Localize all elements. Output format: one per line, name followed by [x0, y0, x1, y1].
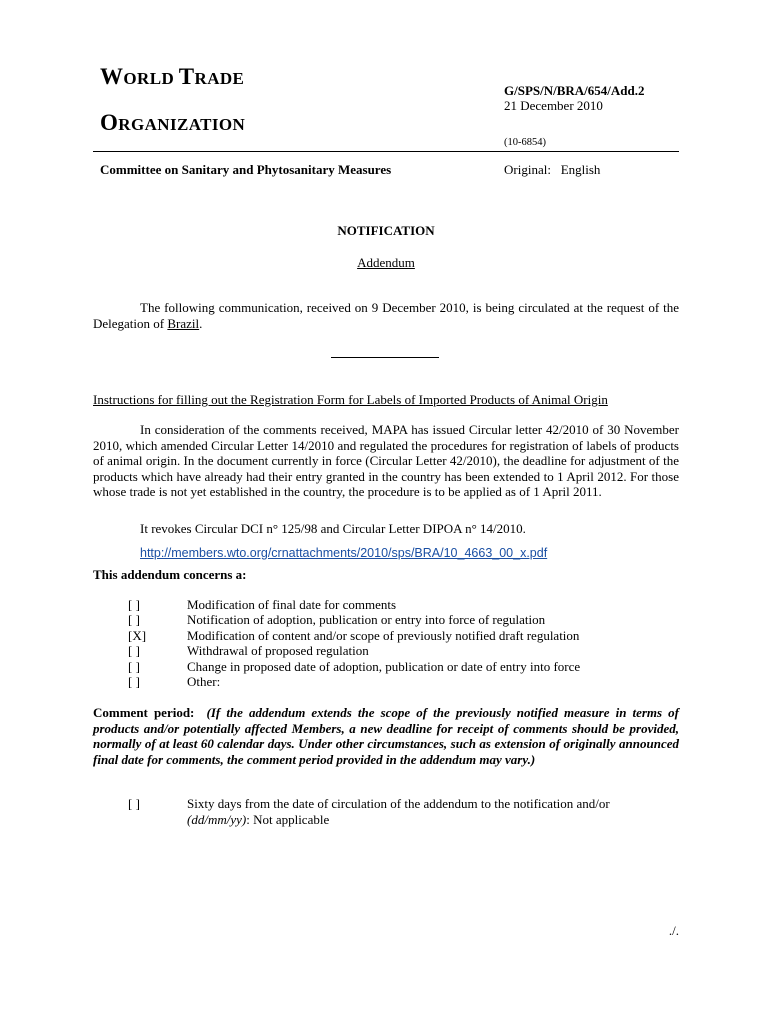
instructions-heading [93, 392, 608, 408]
comment-option-value: : Not applicable [246, 811, 330, 827]
comment-period-text: (If the addendum extends the scope of the previously notified measure in terms of products and/or potentially affected Members, a new deadline for receipt of comments should be provided, normally of at least 60 calendar days. Under other circumstances, such as extension of originally announced final date for comments, the comment period provided in the addendum may vary.) [93, 705, 679, 767]
original-value: English [560, 162, 601, 177]
addendum-label: Addendum [357, 255, 415, 270]
intro-country: Brazil [167, 315, 200, 331]
header-rule [93, 151, 679, 152]
organization-name-line1 [100, 64, 244, 90]
org-text-rganization: RGANIZATION [118, 115, 246, 134]
addendum-subtitle [93, 255, 679, 271]
continued-marker: ./. [668, 923, 679, 938]
document-number: (10-6854) [504, 137, 546, 148]
concern-checkbox[interactable]: [ ] [128, 612, 140, 627]
instructions-heading-text: Instructions for filling out the Registration Form for Labels of Imported Products of Animal Origin [93, 392, 608, 407]
original-label: Original: [504, 162, 551, 177]
body-paragraph-1: In consideration of the comments received, MAPA has issued Circular letter 42/2010 of 30 November 2010, which amended Circular Letter 14/2010 and regulated the procedures for registration of labels of products of animal origin. In the document currently in force (Circular Letter 42/2010), the deadline for adjustment of the products which have already had their entry granted in the country has been extended to 1 April 2012. For those whose trade is not yet established in the country, the procedure is to be applied as of 1 April 2011. [93, 422, 679, 499]
concern-label: Modification of final date for comments [187, 597, 397, 612]
org-initial-w: W [100, 64, 124, 89]
concern-checkbox-checked[interactable]: [X] [128, 628, 147, 643]
org-initial-o: O [100, 110, 119, 135]
comment-period-label: Comment period: [93, 705, 195, 720]
concern-label: Withdrawal of proposed regulation [187, 643, 369, 658]
comment-period-paragraph [93, 705, 679, 767]
attachment-link-wrapper [140, 545, 547, 561]
org-text-rade: RADE [194, 69, 245, 88]
original-language [504, 162, 600, 178]
intro-end: . [199, 315, 203, 331]
comment-option-date-format: (dd/mm/yy) [187, 811, 247, 827]
comment-option-checkbox[interactable]: [ ] [128, 796, 140, 811]
document-symbol: G/SPS/N/BRA/654/Add.2 [504, 83, 645, 98]
document-date: 21 December 2010 [504, 98, 603, 113]
comment-option-main: Sixty days from the date of circulation of the addendum to the notification and/or [187, 796, 610, 811]
concern-checkbox[interactable]: [ ] [128, 674, 140, 689]
concern-checkbox[interactable]: [ ] [128, 643, 140, 658]
separator-line [331, 357, 439, 358]
attachment-link[interactable]: http://members.wto.org/crnattachments/2010/sps/BRA/10_4663_00_x.pdf [140, 546, 548, 560]
org-text-orld: ORLD [123, 69, 179, 88]
committee-name: Committee on Sanitary and Phytosanitary Measures [100, 162, 392, 177]
concern-checkbox[interactable]: [ ] [128, 659, 140, 674]
concern-label: Change in proposed date of adoption, publication or date of entry into force [187, 659, 581, 674]
concern-label: Other: [187, 674, 221, 689]
intro-text: The following communication, received on 9 December 2010, is being circulated at the request of the Delegation of [93, 300, 679, 331]
org-initial-t: T [178, 64, 195, 89]
comment-option-text [187, 796, 679, 827]
notification-title: NOTIFICATION [337, 223, 435, 238]
body-paragraph-2: It revokes Circular DCI n° 125/98 and Circular Letter DIPOA n° 14/2010. [140, 521, 526, 536]
concern-label: Notification of adoption, publication or entry into force of regulation [187, 612, 546, 627]
concerns-heading: This addendum concerns a: [93, 567, 247, 582]
organization-name-line2 [100, 110, 245, 136]
concern-checkbox[interactable]: [ ] [128, 597, 140, 612]
concern-label: Modification of content and/or scope of previously notified draft regulation [187, 628, 580, 643]
intro-paragraph [93, 300, 679, 331]
